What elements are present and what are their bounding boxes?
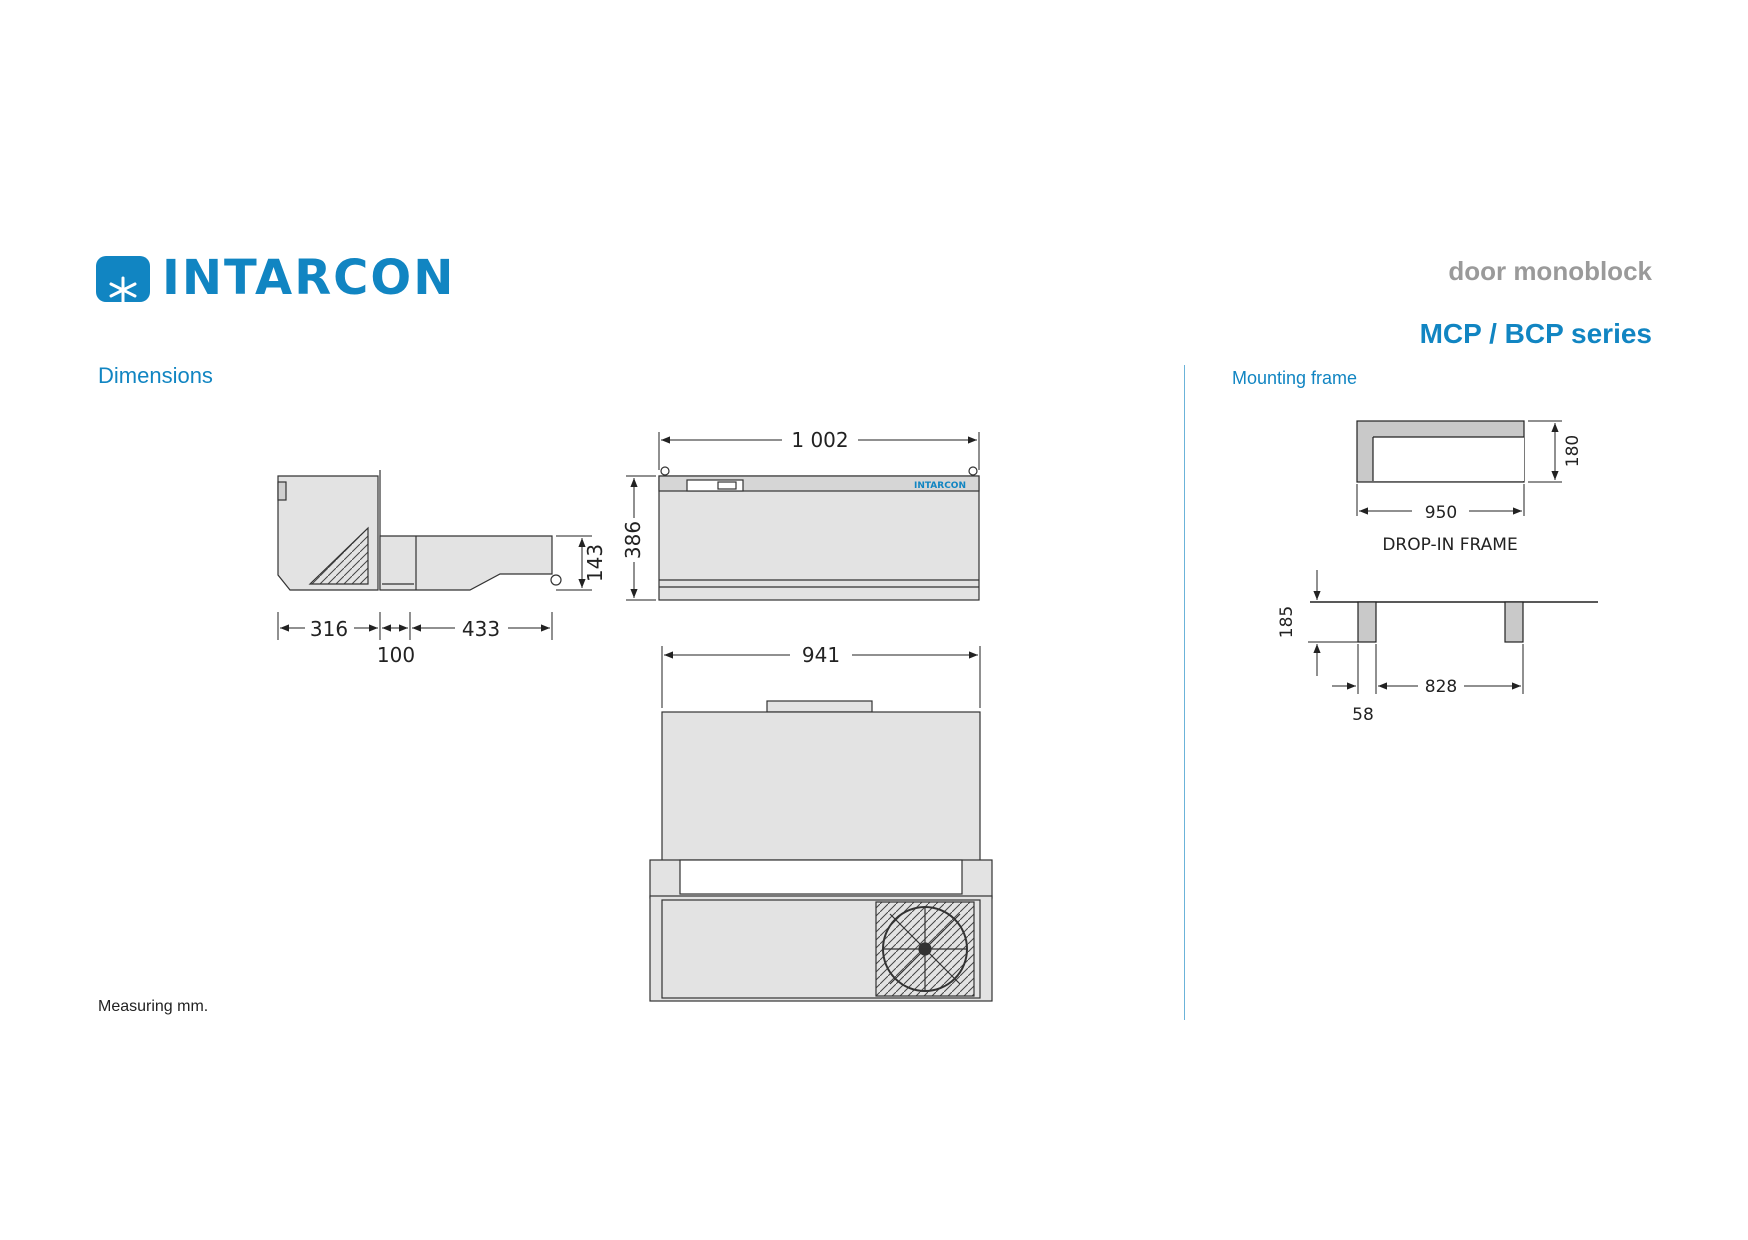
dim-side-depth-1: 316 [309,617,349,641]
dim-front-width: 1 002 [791,428,849,452]
side-view-arm [380,536,552,590]
frame-section-dimensions [1308,570,1523,694]
dim-side-depth-3: 433 [461,617,501,641]
side-view-mount [278,482,286,500]
frame-section-leg-left [1358,602,1376,642]
dim-front-height: 386 [621,520,645,560]
bottom-view-handle [767,701,872,712]
dim-leg-width: 58 [1352,705,1374,725]
drop-in-frame-label: DROP-IN FRAME [1382,535,1518,555]
side-view-hinge [551,575,561,585]
dim-side-depth-2: 100 [376,643,416,667]
bottom-view-evaporator [662,712,980,862]
drop-in-frame [1357,421,1524,482]
section-title-dimensions: Dimensions [98,363,213,388]
footnote: Measuring mm. [98,998,209,1015]
dim-insert-depth: 185 [1277,605,1297,639]
front-view-body [659,476,979,600]
frame-section-leg-right [1505,602,1523,642]
dim-side-height: 143 [583,543,607,583]
dim-frame-height: 180 [1563,434,1583,468]
product-type: door monoblock [1448,256,1652,286]
series-title: MCP / BCP series [1419,318,1652,349]
dim-leg-spacing: 828 [1424,677,1458,697]
bottom-view [650,701,992,1001]
section-title-mounting-frame: Mounting frame [1232,368,1358,388]
dim-bottom-width: 941 [801,643,841,667]
side-view [278,470,561,590]
front-panel-brand: INTARCON [913,481,967,491]
brand-wordmark: INTARCON [162,250,456,306]
frame-section [1310,602,1598,642]
dim-frame-width: 950 [1424,503,1458,523]
